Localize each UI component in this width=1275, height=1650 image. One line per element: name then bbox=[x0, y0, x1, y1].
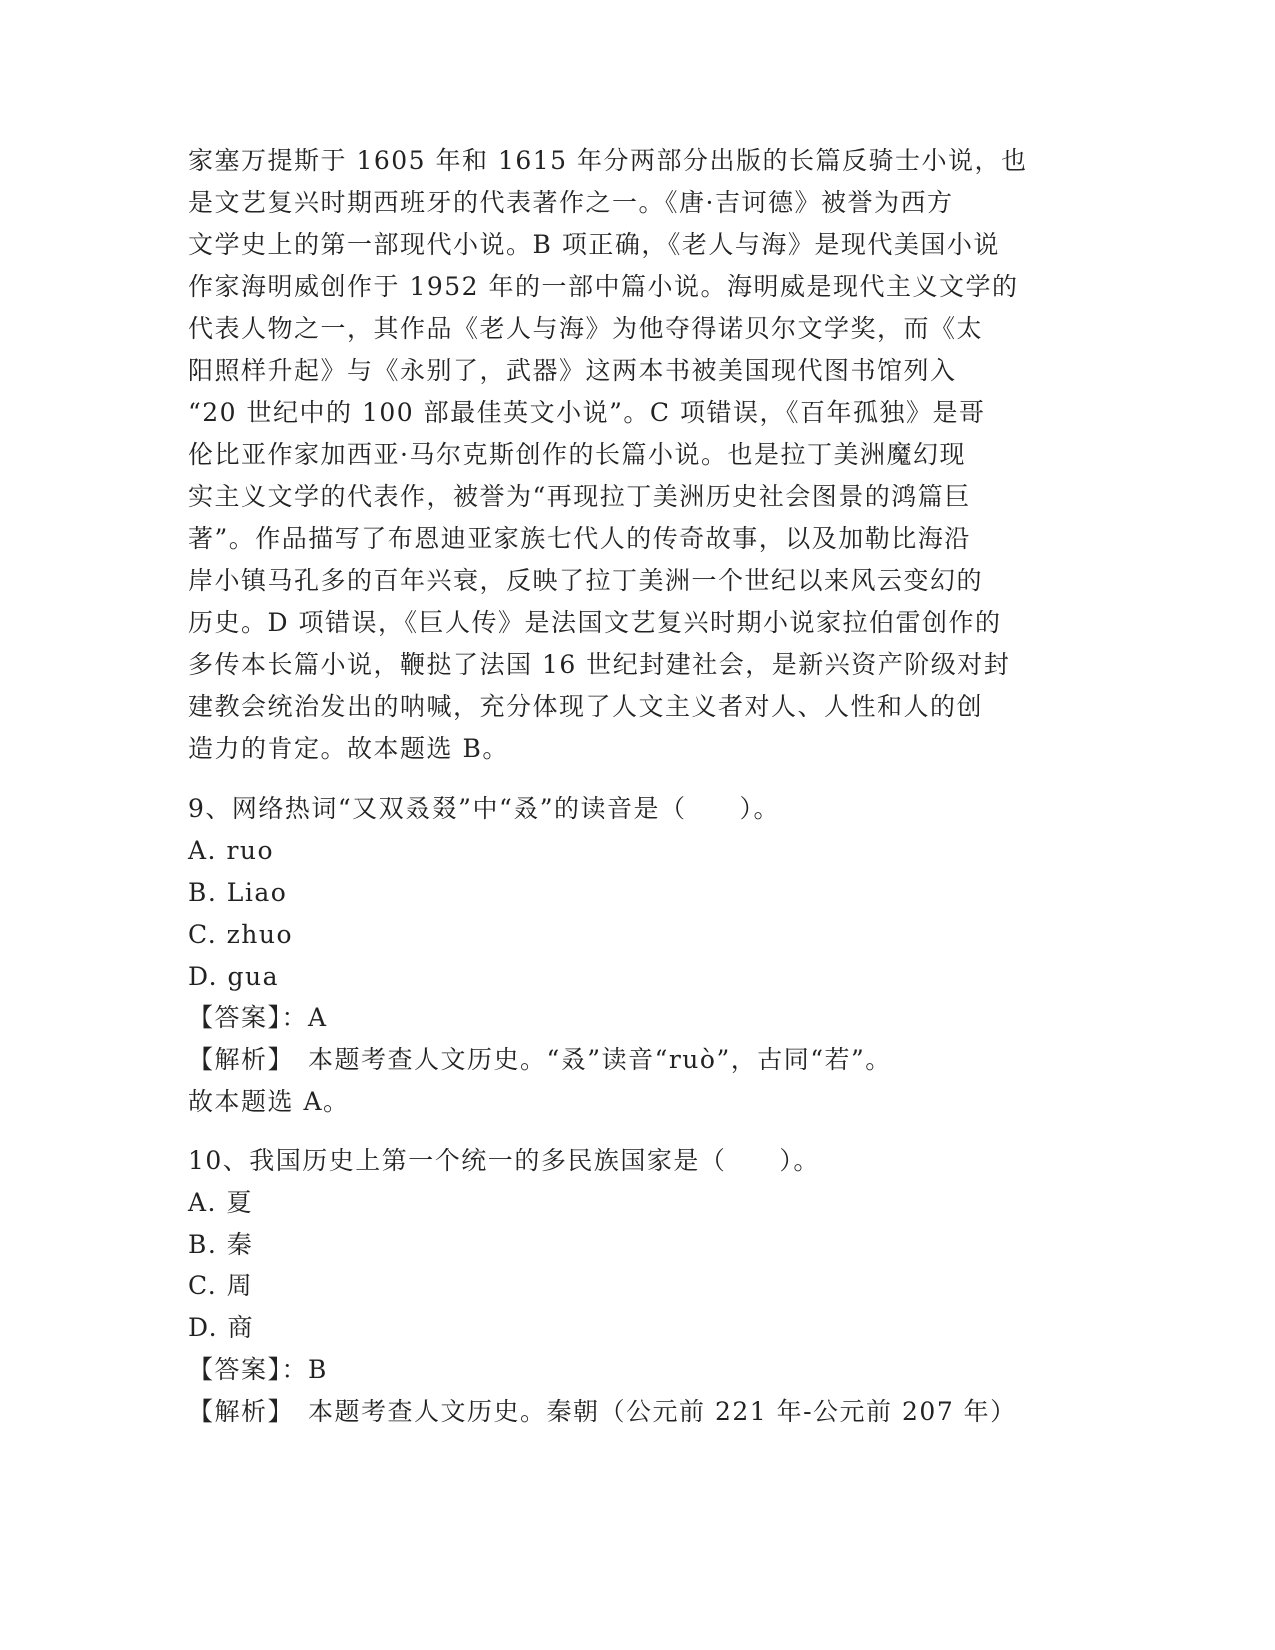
explanation-line: 家塞万提斯于 1605 年和 1615 年分两部分出版的长篇反骑士小说，也 bbox=[188, 146, 1028, 175]
explanation-line: 是文艺复兴时期西班牙的代表著作之一。《唐·吉诃德》被誉为西方 bbox=[188, 188, 954, 217]
explanation-line: 阳照样升起》与《永别了，武器》这两本书被美国现代图书馆列入 bbox=[188, 356, 957, 385]
question-stem: 9、网络热词“又双叒叕”中“叒”的读音是（ ）。 bbox=[188, 794, 781, 823]
explanation-line: 岸小镇马孔多的百年兴衰，反映了拉丁美洲一个世纪以来风云变幻的 bbox=[188, 566, 984, 595]
analysis-text: 【解析】 本题考查人文历史。“叒”读音“ruò”，古同“若”。 bbox=[188, 1045, 892, 1074]
explanation-line: 多传本长篇小说，鞭挞了法国 16 世纪封建社会，是新兴资产阶级对封 bbox=[188, 650, 1011, 679]
option-b: B. Liao bbox=[188, 878, 288, 907]
question-stem: 10、我国历史上第一个统一的多民族国家是（ ）。 bbox=[188, 1146, 820, 1175]
option-d: D. gua bbox=[188, 962, 280, 991]
option-a: A. 夏 bbox=[188, 1188, 253, 1217]
explanation-line: 造力的肯定。故本题选 B。 bbox=[188, 734, 509, 763]
option-c: C. 周 bbox=[188, 1271, 254, 1300]
option-b: B. 秦 bbox=[188, 1230, 254, 1259]
explanation-line: “20 世纪中的 100 部最佳英文小说”。C 项错误，《百年孤独》是哥 bbox=[188, 398, 986, 427]
explanation-line: 建教会统治发出的呐喊，充分体现了人文主义者对人、人性和人的创 bbox=[188, 692, 984, 721]
option-d: D. 商 bbox=[188, 1313, 255, 1342]
analysis-text: 【解析】 本题考查人文历史。秦朝（公元前 221 年-公元前 207 年） bbox=[188, 1397, 1017, 1426]
answer-label: 【答案】：B bbox=[188, 1355, 328, 1384]
explanation-line: 著”。作品描写了布恩迪亚家族七代人的传奇故事，以及加勒比海沿 bbox=[188, 524, 971, 553]
option-c: C. zhuo bbox=[188, 920, 294, 949]
explanation-line: 作家海明威创作于 1952 年的一部中篇小说。海明威是现代主义文学的 bbox=[188, 272, 1019, 301]
explanation-line: 伦比亚作家加西亚·马尔克斯创作的长篇小说。也是拉丁美洲魔幻现 bbox=[188, 440, 966, 469]
answer-label: 【答案】：A bbox=[188, 1003, 328, 1032]
analysis-text: 故本题选 A。 bbox=[188, 1087, 350, 1116]
explanation-line: 代表人物之一，其作品《老人与海》为他夺得诺贝尔文学奖，而《太 bbox=[188, 314, 984, 343]
option-a: A. ruo bbox=[188, 836, 275, 865]
explanation-line: 文学史上的第一部现代小说。B 项正确，《老人与海》是现代美国小说 bbox=[188, 230, 1000, 259]
explanation-line: 实主义文学的代表作，被誉为“再现拉丁美洲历史社会图景的鸿篇巨 bbox=[188, 482, 971, 511]
explanation-line: 历史。D 项错误，《巨人传》是法国文艺复兴时期小说家拉伯雷创作的 bbox=[188, 608, 1002, 637]
